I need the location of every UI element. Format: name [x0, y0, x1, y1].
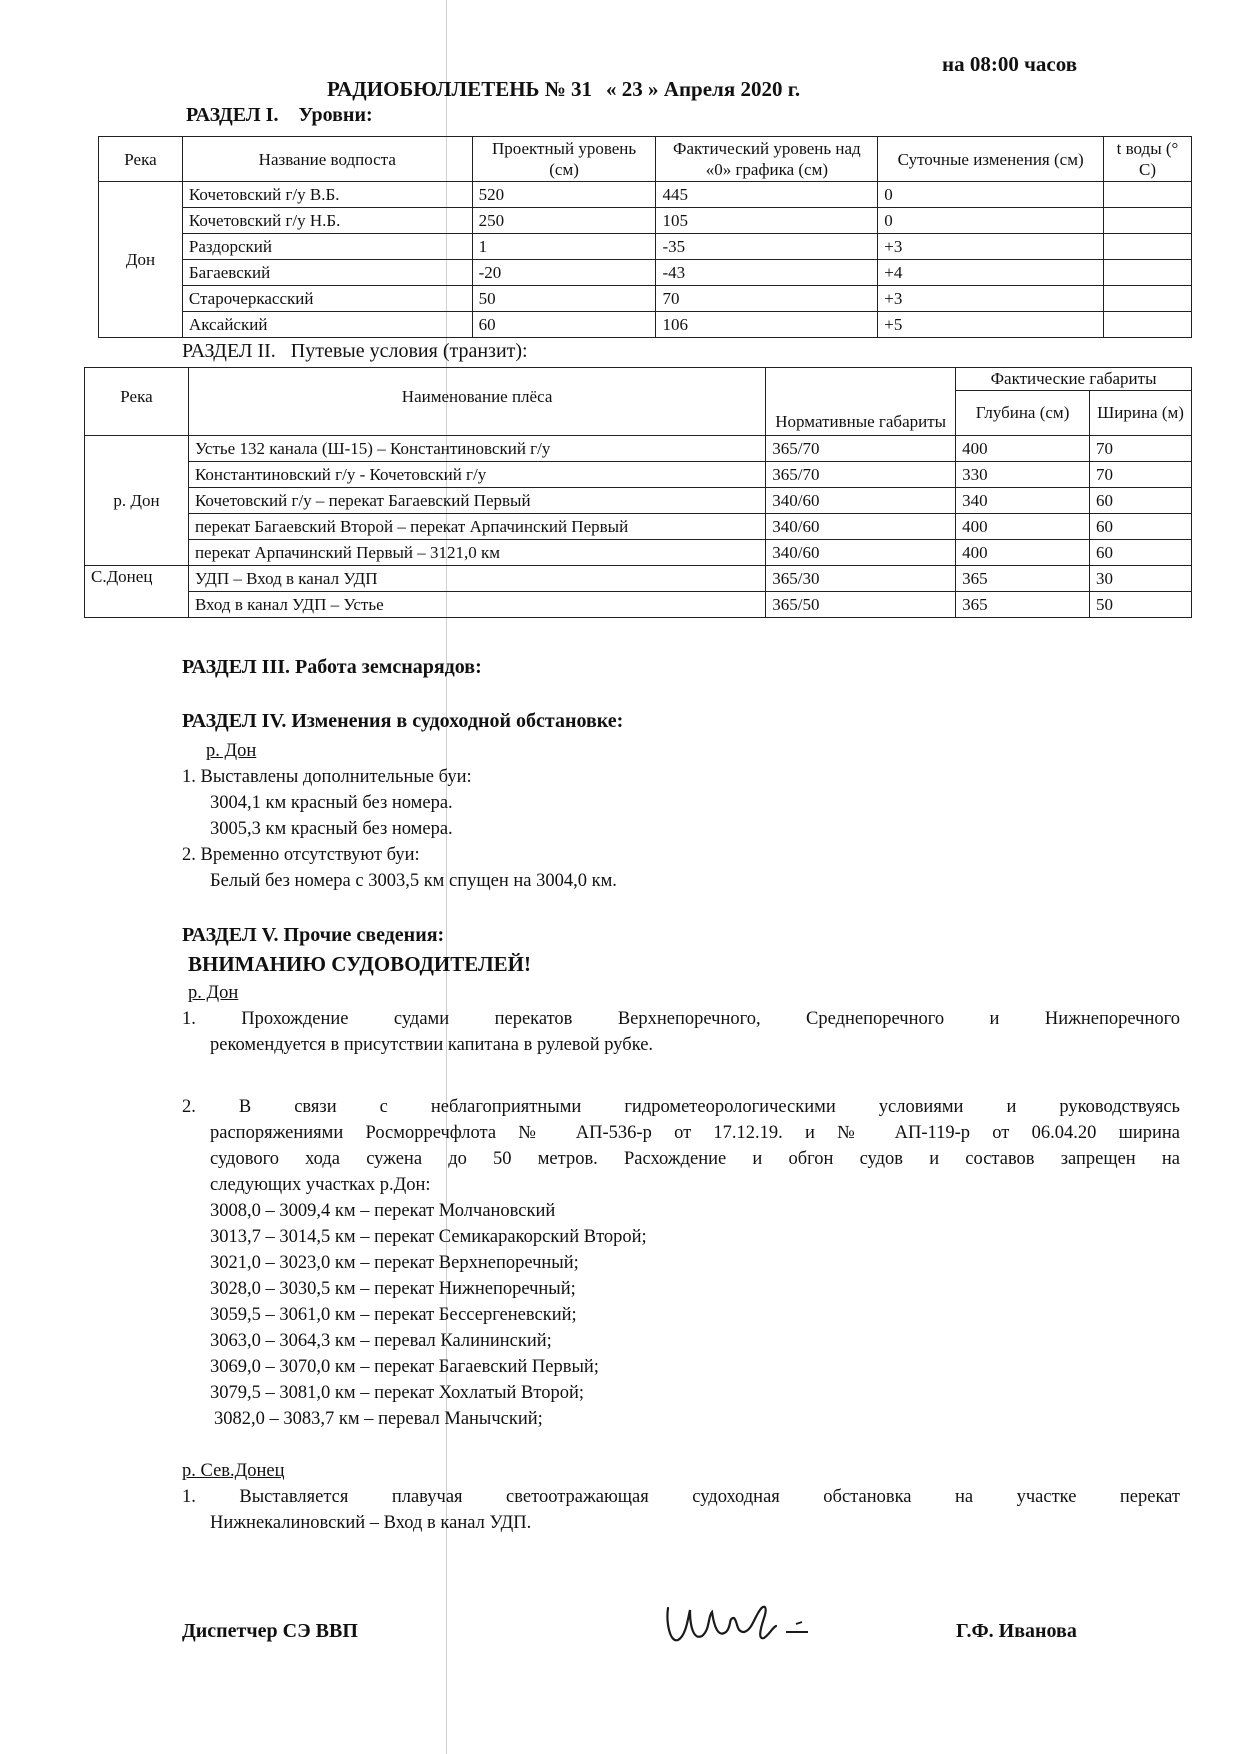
design-cell: 250 — [472, 208, 656, 234]
post-cell: Аксайский — [182, 312, 472, 338]
section5-heading: РАЗДЕЛ V. Прочие сведения: — [182, 924, 445, 946]
actual-cell: -35 — [656, 234, 878, 260]
table-row — [85, 566, 1192, 592]
transit-header-row — [85, 368, 1192, 391]
river-cell: С.Донец — [85, 566, 189, 618]
actual-cell: 445 — [656, 182, 878, 208]
levels-table — [98, 136, 1192, 338]
depth-cell: 365 — [956, 566, 1090, 592]
section1-number: РАЗДЕЛ I. — [186, 104, 279, 126]
bulletin-date: « 23 » Апреля 2020 г. — [606, 77, 801, 101]
normative-cell: 340/60 — [766, 514, 956, 540]
actual-cell: 106 — [656, 312, 878, 338]
table-row — [99, 260, 1192, 286]
design-cell: 1 — [472, 234, 656, 260]
width-cell: 60 — [1090, 540, 1192, 566]
width-cell: 70 — [1090, 436, 1192, 462]
section4-heading: РАЗДЕЛ IV. Изменения в судоходной обстановке: — [182, 710, 624, 732]
section4-item1-line: 3005,3 км красный без номера. — [210, 819, 453, 839]
section1-title: Уровни: — [298, 104, 373, 126]
dispatcher-position: Диспетчер СЭ ВВП — [182, 1620, 358, 1642]
segment-item: 3008,0 – 3009,4 км – перекат Молчановский — [210, 1201, 556, 1221]
section5-river: р. Дон — [188, 983, 239, 1003]
stretch-cell: УДП – Вход в канал УДП — [188, 566, 765, 592]
segment-item: 3021,0 – 3023,0 км – перекат Верхнепоречный; — [210, 1253, 579, 1273]
stretch-cell: Устье 132 канала (Ш-15) – Константиновский г/у — [188, 436, 765, 462]
section2-title: Путевые условия (транзит): — [290, 340, 528, 362]
segment-item: 3013,7 – 3014,5 км – перекат Семикаракорский Второй; — [210, 1227, 647, 1247]
change-cell: +3 — [878, 234, 1104, 260]
depth-cell: 400 — [956, 436, 1090, 462]
normative-cell: 365/50 — [766, 592, 956, 618]
segment-item: 3028,0 – 3030,5 км – перекат Нижнепоречный; — [210, 1279, 576, 1299]
stretch-cell: перекат Арпачинский Первый – 3121,0 км — [188, 540, 765, 566]
section2-number: РАЗДЕЛ II. — [182, 340, 276, 362]
post-cell: Багаевский — [182, 260, 472, 286]
col-river: Река — [85, 368, 189, 436]
normative-cell: 340/60 — [766, 488, 956, 514]
table-row — [99, 182, 1192, 208]
normative-cell: 340/60 — [766, 540, 956, 566]
col-river: Река — [99, 137, 183, 182]
table-row — [99, 208, 1192, 234]
col-stretch: Наименование плёса — [188, 368, 765, 436]
width-cell: 50 — [1090, 592, 1192, 618]
change-cell: +3 — [878, 286, 1104, 312]
transit-table — [84, 367, 1192, 618]
section1-heading — [186, 104, 373, 127]
section4-item1-line: 3004,1 км красный без номера. — [210, 793, 453, 813]
segment-item: 3059,5 – 3061,0 км – перекат Бессергеневский; — [210, 1305, 577, 1325]
table-row — [99, 286, 1192, 312]
width-cell: 30 — [1090, 566, 1192, 592]
handwritten-signature — [660, 1588, 850, 1658]
section5-p3-line: 1. Выставляется плавучая светоотражающая судоходная обстановка на участке перекат — [182, 1487, 1180, 1507]
river-cell: р. Дон — [85, 436, 189, 566]
section4-item2: 2. Временно отсутствуют буи: — [182, 845, 420, 865]
actual-cell: -43 — [656, 260, 878, 286]
segment-item: 3079,5 – 3081,0 км – перекат Хохлатый Второй; — [210, 1383, 585, 1403]
segment-item: 3069,0 – 3070,0 км – перекат Багаевский Первый; — [210, 1357, 599, 1377]
dispatcher-name: Г.Ф. Иванова — [956, 1620, 1077, 1642]
section4-river: р. Дон — [206, 741, 257, 761]
depth-cell: 400 — [956, 540, 1090, 566]
river-cell: Дон — [99, 182, 183, 338]
section5-p2-line: 2. В связи с неблагоприятными гидрометеорологическими условиями и руководствуясь — [182, 1097, 1180, 1117]
section4-item2-line: Белый без номера с 3003,5 км спущен на 3004,0 км. — [210, 871, 617, 891]
depth-cell: 330 — [956, 462, 1090, 488]
levels-header-row — [99, 137, 1192, 182]
section5-p2-line: судового хода сужена до 50 метров. Расхождение и обгон судов и составов запрещен на — [210, 1149, 1180, 1169]
temp-cell — [1104, 234, 1192, 260]
change-cell: 0 — [878, 208, 1104, 234]
width-cell: 70 — [1090, 462, 1192, 488]
col-water-temp: t воды (° C) — [1104, 137, 1192, 182]
col-actual-level: Фактический уровень над «0» графика (см) — [656, 137, 878, 182]
segment-item: 3063,0 – 3064,3 км – перевал Калининский; — [210, 1331, 552, 1351]
normative-cell: 365/30 — [766, 566, 956, 592]
normative-cell: 365/70 — [766, 436, 956, 462]
table-row — [85, 462, 1192, 488]
depth-cell: 340 — [956, 488, 1090, 514]
design-cell: -20 — [472, 260, 656, 286]
design-cell: 50 — [472, 286, 656, 312]
section5-p2-line: распоряжениями Росморречфлота № АП-536-р от 17.12.19. и № АП-119-р от 06.04.20 ширина — [210, 1123, 1180, 1143]
width-cell: 60 — [1090, 514, 1192, 540]
col-width: Ширина (м) — [1090, 391, 1192, 436]
table-row — [85, 592, 1192, 618]
table-row — [85, 514, 1192, 540]
bulletin-time: на 08:00 часов — [942, 52, 1078, 76]
col-actual-group: Фактические габариты — [956, 368, 1192, 391]
actual-cell: 70 — [656, 286, 878, 312]
table-row — [85, 436, 1192, 462]
design-cell: 60 — [472, 312, 656, 338]
section5-p1-line: рекомендуется в присутствии капитана в рулевой рубке. — [210, 1035, 654, 1055]
temp-cell — [1104, 286, 1192, 312]
temp-cell — [1104, 208, 1192, 234]
col-post: Название водпоста — [182, 137, 472, 182]
stretch-cell: перекат Багаевский Второй – перекат Арпачинский Первый — [188, 514, 765, 540]
width-cell: 60 — [1090, 488, 1192, 514]
stretch-cell: Константиновский г/у - Кочетовский г/у — [188, 462, 765, 488]
post-cell: Кочетовский г/у В.Б. — [182, 182, 472, 208]
attention-heading: ВНИМАНИЮ СУДОВОДИТЕЛЕЙ! — [188, 952, 531, 976]
design-cell: 520 — [472, 182, 656, 208]
temp-cell — [1104, 182, 1192, 208]
normative-cell: 365/70 — [766, 462, 956, 488]
stretch-cell: Кочетовский г/у – перекат Багаевский Первый — [188, 488, 765, 514]
section5-p3-line: Нижнекалиновский – Вход в канал УДП. — [210, 1513, 532, 1533]
change-cell: 0 — [878, 182, 1104, 208]
bulletin-title: РАДИОБЮЛЛЕТЕНЬ № 31 — [327, 77, 593, 101]
table-row — [99, 234, 1192, 260]
depth-cell: 365 — [956, 592, 1090, 618]
table-row — [99, 312, 1192, 338]
section5-p2-line: следующих участках р.Дон: — [210, 1175, 431, 1195]
section5-river2: р. Сев.Донец — [182, 1461, 285, 1481]
segment-item: 3082,0 – 3083,7 км – перевал Манычский; — [214, 1409, 543, 1429]
table-row — [85, 488, 1192, 514]
col-daily-change: Суточные изменения (см) — [878, 137, 1104, 182]
table-row — [85, 540, 1192, 566]
temp-cell — [1104, 260, 1192, 286]
section3-heading: РАЗДЕЛ III. Работа земснарядов: — [182, 656, 482, 678]
section4-item1: 1. Выставлены дополнительные буи: — [182, 767, 472, 787]
depth-cell: 400 — [956, 514, 1090, 540]
post-cell: Кочетовский г/у Н.Б. — [182, 208, 472, 234]
change-cell: +4 — [878, 260, 1104, 286]
col-normative: Нормативные габариты — [766, 368, 956, 436]
post-cell: Старочеркасский — [182, 286, 472, 312]
actual-cell: 105 — [656, 208, 878, 234]
change-cell: +5 — [878, 312, 1104, 338]
col-design-level: Проектный уровень (см) — [472, 137, 656, 182]
post-cell: Раздорский — [182, 234, 472, 260]
section5-p1-line: 1. Прохождение судами перекатов Верхнепоречного, Среднепоречного и Нижнепоречного — [182, 1009, 1180, 1029]
section2-heading — [182, 340, 528, 363]
stretch-cell: Вход в канал УДП – Устье — [188, 592, 765, 618]
temp-cell — [1104, 312, 1192, 338]
col-depth: Глубина (см) — [956, 391, 1090, 436]
